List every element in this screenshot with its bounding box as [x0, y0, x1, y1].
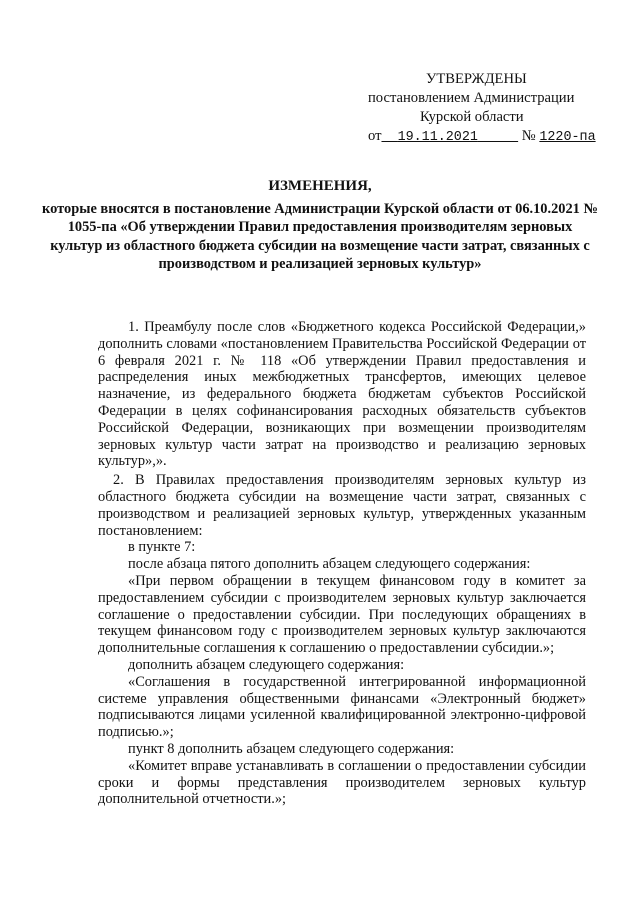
heading-title: ИЗМЕНЕНИЯ, — [268, 178, 372, 194]
approval-region: Курской области — [420, 109, 524, 125]
paragraph-2: 2. В Правилах предоставления производителям зерновых культур из областного бюджета субсидии на возмещение части затрат, связанных с производством и реализацией зерновых культур, утвержденных указанным постановлением: — [98, 472, 586, 539]
approval-number-label: № — [521, 128, 536, 144]
approval-authority: постановлением Администрации — [368, 90, 575, 106]
document-heading — [40, 177, 600, 274]
paragraph-4: после абзаца пятого дополнить абзацем следующего содержания: — [128, 556, 531, 573]
heading-subtitle: которые вносятся в постановление Администрации Курской области от 06.10.2021 № 1055-па «Об утверждении Правил предоставления производителям зерновых культур из областного бюджета субсидии на возмещение части затрат, связанных с производством и реализацией зерновых культур» — [42, 200, 598, 273]
approval-date: 19.11.2021 — [397, 130, 478, 145]
paragraph-5: «При первом обращении в текущем финансовом году в комитет за предоставлением субсидии с производителем зерновых культур заключается соглашение о предоставлении субсидии. При последующих обращениях в текущем финансовом году с производителем зерновых культур заключаются дополнительные соглашения к соглашению о предоставлении субсидии.»; — [98, 572, 586, 657]
paragraph-6: дополнить абзацем следующего содержания: — [128, 656, 405, 673]
paragraph-7: «Соглашения в государственной интегрированной информационной системе управления общественными финансами «Электронный бюджет» подписываются лицами усиленной квалифицированной электронно-цифровой подписью.»; — [98, 673, 586, 741]
paragraph-8: пункт 8 дополнить абзацем следующего содержания: — [128, 740, 455, 757]
approval-number: 1220-па — [539, 130, 596, 145]
paragraph-1: 1. Преамбулу после слов «Бюджетного кодекса Российской Федерации,» дополнить словами «постановлением Правительства Российской Федерации от 6 февраля 2021 г. № 118 «Об утверждении Правил предоставления и распределения иных межбюджетных трансфертов, имеющих целевое назначение, из федерального бюджета бюджетам субъектов Российской Федерации в целях софинансирования расходных обязательств субъектов Российской Федерации, возникающих при возмещении производителям зерновых культур части затрат на производство и реализацию зерновых культур»,». — [98, 319, 586, 470]
document-body — [98, 319, 586, 808]
approval-block — [368, 70, 598, 147]
paragraph-3: в пункте 7: — [128, 539, 196, 556]
approval-from-label: от — [368, 128, 382, 144]
approval-title: УТВЕРЖДЕНЫ — [426, 71, 527, 87]
paragraph-9: «Комитет вправе устанавливать в соглашении о предоставлении субсидии сроки и формы представления производителем зерновых культур дополнительной отчетности.»; — [98, 757, 586, 808]
approval-date-row — [368, 127, 598, 147]
